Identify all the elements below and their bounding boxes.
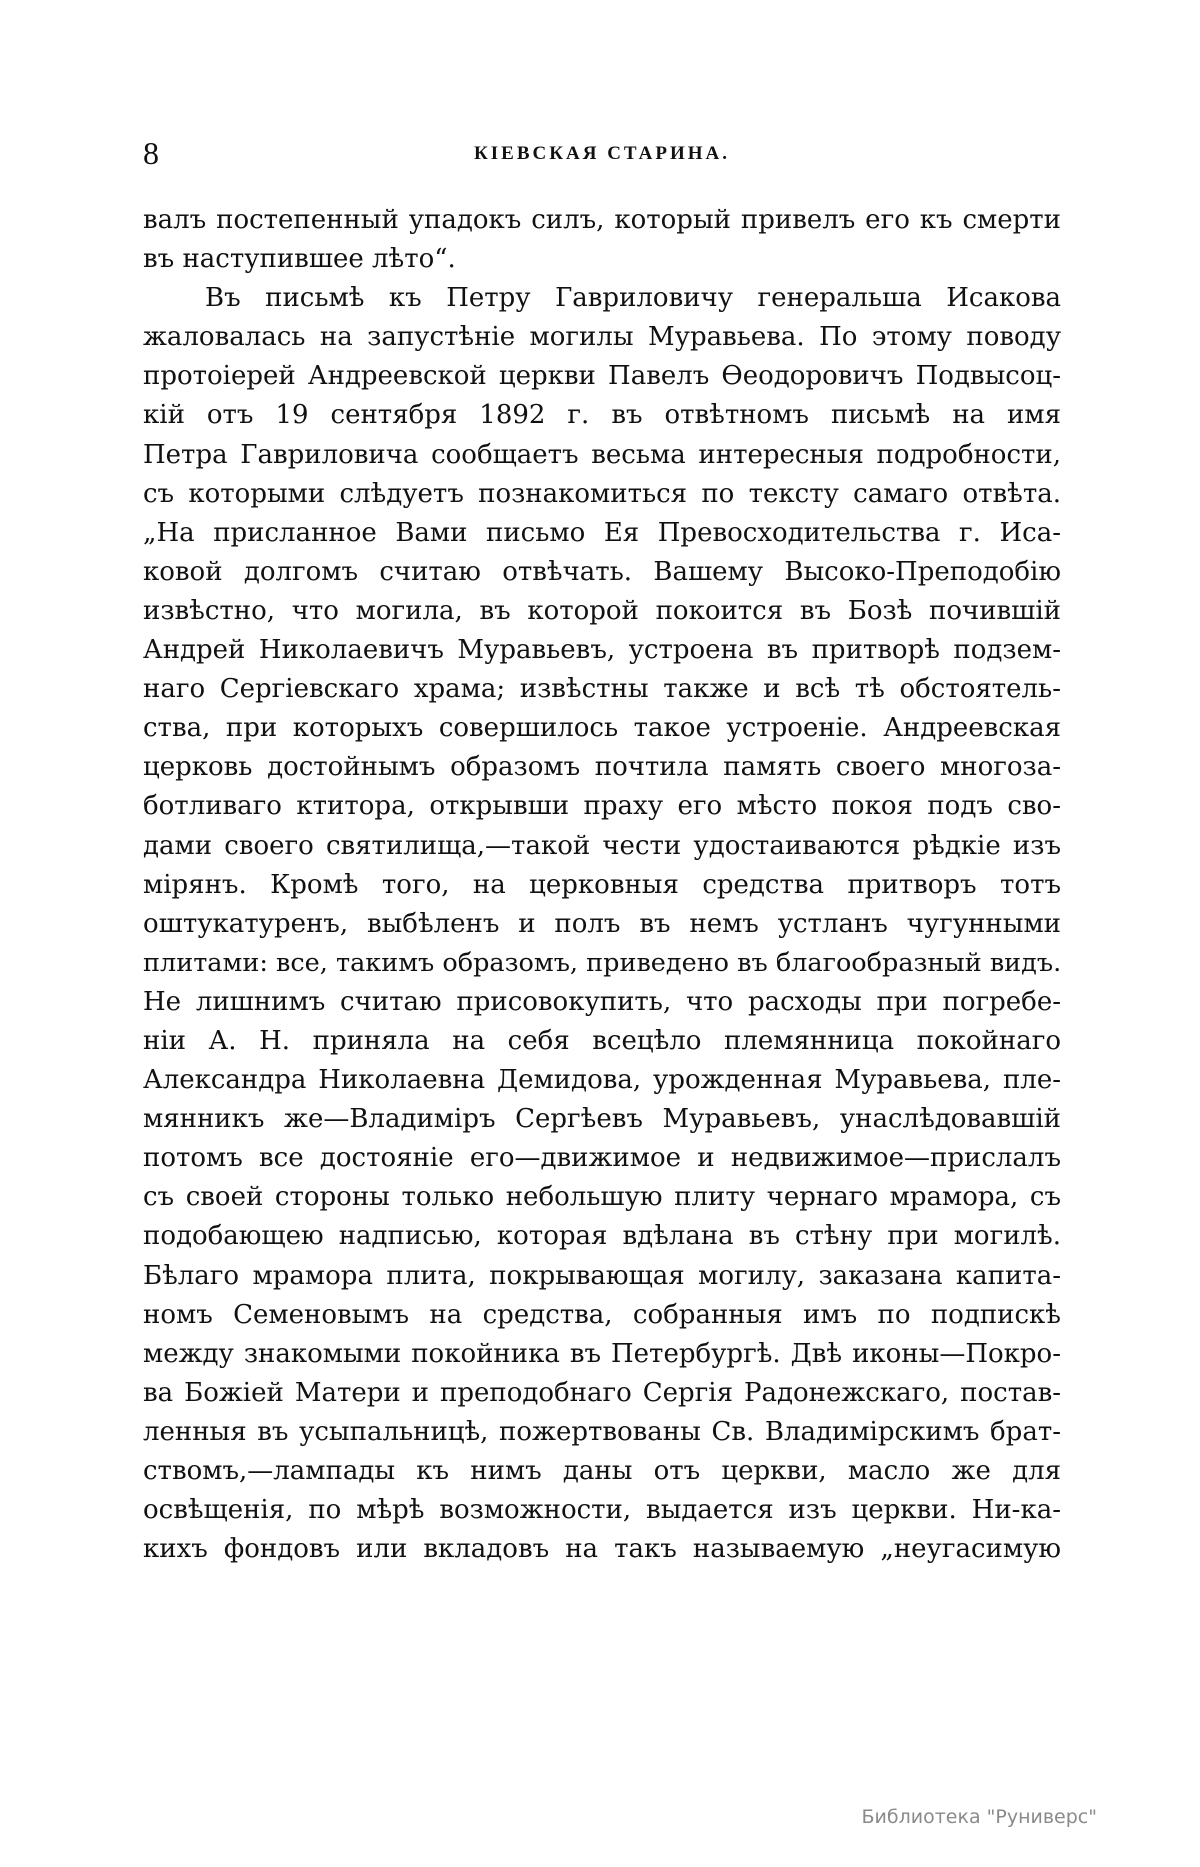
text-line: извѣстно, что могила, въ которой покоится въ Бозѣ почившій: [143, 595, 1061, 626]
text-line: Не лишнимъ считаю присовокупить, что расходы при погребе-: [143, 986, 1061, 1017]
text-line: потомъ все достояніе его—движимое и недвижимое—прислалъ: [143, 1143, 1061, 1174]
text-line: ковой долгомъ считаю отвѣчать. Вашему Высоко-Преподобію: [143, 556, 1061, 587]
text-line: съ своей стороны только небольшую плиту чернаго мрамора, съ: [143, 1182, 1061, 1213]
text-line: ствомъ,—лампады къ нимъ даны отъ церкви, масло же для: [143, 1456, 1061, 1486]
text-line: жаловалась на запустѣніе могилы Муравьева. По этому поводу: [143, 322, 1061, 353]
text-line: церковь достойнымъ образомъ почтила память своего многоза-: [143, 752, 1061, 783]
text-line: Петра Гавриловича сообщаетъ весьма интересныя подробности,: [143, 439, 1061, 470]
text-line: валъ постепенный упадокъ силъ, который привелъ его къ смерти: [143, 205, 1061, 235]
text-line: съ которыми слѣдуетъ познакомиться по тексту самаго отвѣта.: [143, 478, 1061, 509]
text-line: дами своего святилища,—такой чести удостаиваются рѣдкіе изъ: [143, 830, 1061, 861]
text-line: мянникъ же—Владиміръ Сергѣевъ Муравьевъ, унаслѣдовавшій: [143, 1104, 1061, 1135]
text-line: въ наступившее лѣто“.: [143, 244, 456, 275]
text-line: наго Сергіевскаго храма; извѣстны также и всѣ тѣ обстоятель-: [143, 674, 1061, 705]
text-line: Александра Николаевна Демидова, урожденная Муравьева, пле-: [143, 1065, 1061, 1096]
text-line: кій отъ 19 сентября 1892 г. въ отвѣтномъ письмѣ на имя: [143, 400, 1061, 431]
text-line: номъ Семеновымъ на средства, собранныя имъ по подпискѣ: [143, 1299, 1061, 1330]
text-line: ва Божіей Матери и преподобнаго Сергія Радонежскаго, постав-: [143, 1377, 1061, 1408]
text-line: Въ письмѣ къ Петру Гавриловичу генеральша Исакова: [205, 283, 1061, 314]
text-line: между знакомыми покойника въ Петербургѣ. Двѣ иконы—Покро-: [143, 1338, 1061, 1369]
library-watermark: Библиотека "Руниверс": [861, 1806, 1097, 1828]
text-line: ства, при которыхъ совершилось такое устроеніе. Андреевская: [143, 713, 1061, 744]
page-header: [143, 133, 1061, 173]
text-line: ніи А. Н. приняла на себя всецѣло племянница покойнаго: [143, 1025, 1061, 1056]
text-line: „На присланное Вами письмо Ея Превосходительства г. Иса-: [143, 517, 1061, 548]
text-line: мірянъ. Кромѣ того, на церковныя средства притворъ тотъ: [143, 869, 1061, 900]
text-line: Андрей Николаевичъ Муравьевъ, устроена въ притворѣ подзем-: [143, 635, 1061, 666]
running-title: КІЕВСКАЯ СТАРИНА.: [473, 143, 730, 164]
text-line: ботливаго ктитора, открывши праху его мѣсто покоя подъ сво-: [143, 791, 1061, 822]
page-number: 8: [143, 135, 159, 171]
text-line: протоіерей Андреевской церкви Павелъ Ѳеодоровичъ Подвысоц-: [143, 361, 1061, 392]
text-line: кихъ фондовъ или вкладовъ на такъ называемую „неугасимую: [143, 1534, 1061, 1565]
text-line: оштукатуренъ, выбѣленъ и полъ въ немъ устланъ чугунными: [143, 908, 1061, 939]
text-line: подобающею надписью, которая вдѣлана въ стѣну при могилѣ.: [143, 1221, 1061, 1252]
text-line: Бѣлаго мрамора плита, покрывающая могилу, заказана капита-: [143, 1260, 1061, 1291]
text-line: освѣщенія, по мѣрѣ возможности, выдается изъ церкви. Ни-ка-: [143, 1495, 1061, 1526]
text-line: плитами: все, такимъ образомъ, приведено въ благообразный видъ.: [143, 947, 1062, 978]
body-text: [143, 201, 1061, 1569]
text-line: ленныя въ усыпальницѣ, пожертвованы Св. Владимірскимъ брат-: [143, 1416, 1061, 1447]
